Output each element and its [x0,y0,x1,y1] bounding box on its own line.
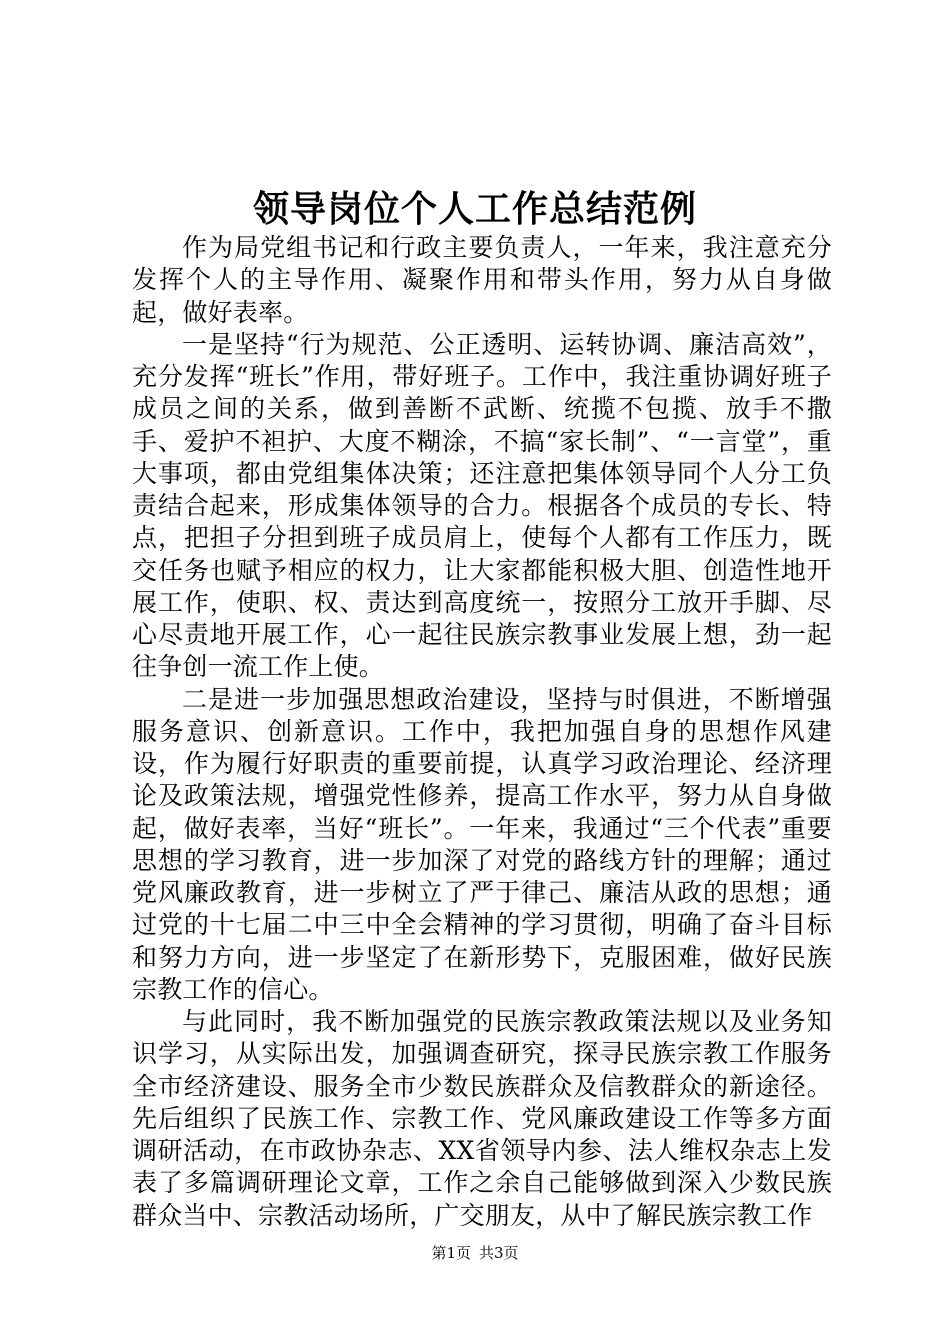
paragraph: 一是坚持“行为规范、公正透明、运转协调、廉洁高效”，充分发挥“班长”作用，带好班子。工作中，我注重协调好班子成员之间的关系，做到善断不武断、统揽不包揽、放手不撒手、爱护不袒护、大度不糊涂，不搞“家长制”、“一言堂”，重大事项，都由党组集体决策；还注意把集体领导同个人分工负责结合起来，形成集体领导的合力。根据各个成员的专长、特点，把担子分担到班子成员肩上，使每个人都有工作压力，既交任务也赋予相应的权力，让大家都能积极大胆、创造性地开展工作，使职、权、责达到高度统一，按照分工放开手脚、尽心尽责地开展工作，心一起往民族宗教事业发展上想，劲一起往争创一流工作上使。 [132,329,832,682]
page-total: 共3页 [479,1244,519,1262]
page-number: 第1页 [431,1244,471,1262]
document-body [132,232,832,1232]
document-title: 领导岗位个人工作总结范例 [252,189,697,230]
paragraph: 与此同时，我不断加强党的民族宗教政策法规以及业务知识学习，从实际出发，加强调查研究，探寻民族宗教工作服务全市经济建设、服务全市少数民族群众及信教群众的新途径。先后组织了民族工作、宗教工作、党风廉政建设工作等多方面调研活动，在市政协杂志、XX省领导内参、法人维权杂志上发表了多篇调研理论文章，工作之余自己能够做到深入少数民族群众当中、宗教活动场所，广交朋友，从中了解民族宗教工作 [132,1007,832,1230]
paragraph: 作为局党组书记和行政主要负责人，一年来，我注意充分发挥个人的主导作用、凝聚作用和带头作用，努力从自身做起，做好表率。 [132,233,832,327]
page-footer [0,1243,950,1263]
paragraph: 二是进一步加强思想政治建设，坚持与时俱进，不断增强服务意识、创新意识。工作中，我把加强自身的思想作风建设，作为履行好职责的重要前提，认真学习政治理论、经济理论及政策法规，增强党性修养，提高工作水平，努力从自身做起，做好表率，当好“班长”。一年来，我通过“三个代表”重要思想的学习教育，进一步加深了对党的路线方针的理解；通过党风廉政教育，进一步树立了严于律己、廉洁从政的思想；通过党的十七届二中三中全会精神的学习贯彻，明确了奋斗目标和努力方向，进一步坚定了在新形势下，克服困难，做好民族宗教工作的信心。 [132,684,832,1004]
